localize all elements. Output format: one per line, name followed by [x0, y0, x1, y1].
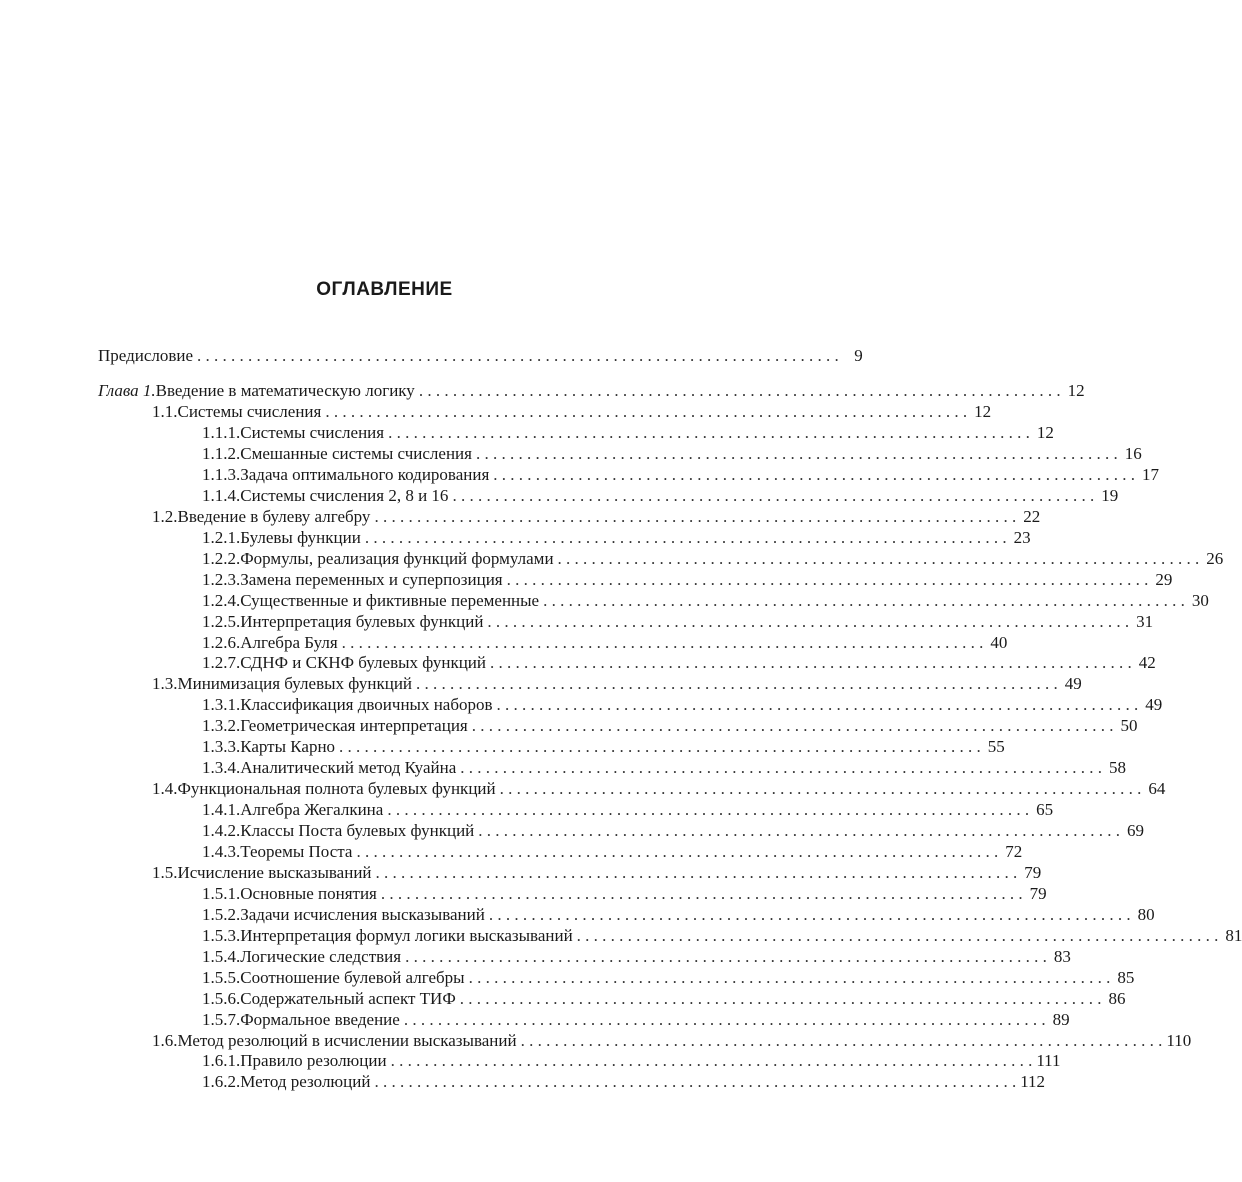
chapter-label — [98, 380, 156, 401]
toc-entry-page: 85 — [1117, 967, 1135, 987]
leader-dots — [478, 820, 1120, 841]
toc-entry-page: 12 — [1036, 422, 1054, 442]
leader-dots — [356, 841, 998, 862]
toc-entry-subsection[interactable] — [202, 632, 1008, 653]
toc-entry-page: 16 — [1124, 443, 1142, 463]
toc-entry-number: 1.3.3. — [202, 737, 241, 757]
leader-dots — [376, 862, 1018, 883]
toc-entry-number: 1.5.7. — [202, 1009, 241, 1029]
toc-entry-subsection[interactable] — [202, 925, 1242, 946]
toc-entry-number: 1.5.4. — [202, 946, 241, 966]
leader-dots — [339, 736, 981, 757]
toc-entry-number: 1.1.4. — [202, 485, 241, 505]
toc-entry-number: 1.2. — [152, 506, 178, 526]
toc-entry-page: 79 — [1029, 883, 1047, 903]
leader-dots — [487, 611, 1129, 632]
toc-entry-title: Существенные и фиктивные переменные — [240, 590, 540, 610]
toc-entry-page: 19 — [1101, 485, 1119, 505]
toc-entry-title: Интерпретация булевых функций — [240, 611, 484, 631]
toc-entry-title: Введение в математическую логику — [155, 381, 415, 400]
toc-entry-title: Метод резолюций — [240, 1072, 371, 1092]
toc-entry-page: 81 — [1225, 925, 1242, 945]
toc-entry-page: 83 — [1053, 946, 1071, 966]
toc-entry-section[interactable] — [152, 401, 992, 422]
toc-entry-number: 1.2.6. — [202, 632, 241, 652]
toc-entry-subsection[interactable] — [202, 590, 1209, 611]
toc-entry-number: 1.6.1. — [202, 1051, 241, 1071]
toc-entry-number: 1.5.6. — [202, 988, 241, 1008]
toc-entry-number: 1.2.7. — [202, 653, 241, 673]
leader-dots — [197, 345, 839, 366]
toc-entry-subsection[interactable] — [202, 967, 1135, 988]
toc-entry-subsection[interactable] — [202, 1071, 1046, 1092]
toc-entry-number: 1.5.2. — [202, 904, 241, 924]
leader-dots — [476, 443, 1118, 464]
toc-entry-subsection[interactable] — [202, 443, 1142, 464]
toc-entry-title: Формулы, реализация функций формулами — [240, 548, 554, 568]
toc-entry-subsection[interactable] — [202, 736, 1005, 757]
toc-entry-page: 12 — [974, 402, 992, 421]
toc-entry-number: 1.3.1. — [202, 695, 241, 715]
toc-entry-section[interactable] — [152, 1030, 1192, 1051]
toc-entry-number: 1.2.2. — [202, 548, 241, 568]
leader-dots — [342, 632, 984, 653]
toc-entry-page: 30 — [1191, 590, 1209, 610]
toc-entry-subsection[interactable] — [202, 883, 1047, 904]
toc-entry-title: Смешанные системы счисления — [240, 443, 472, 463]
toc-entry-number: 1.4. — [152, 779, 178, 799]
toc-entry-subsection[interactable] — [202, 548, 1224, 569]
toc-entry-title: Алгебра Буля — [240, 632, 338, 652]
leader-dots — [500, 778, 1142, 799]
toc-entry-title: Минимизация булевых функций — [177, 674, 413, 694]
toc-entry-number: 1.6. — [152, 1030, 178, 1050]
toc-entry-title: Системы счисления — [240, 422, 385, 442]
leader-dots — [521, 1030, 1163, 1051]
toc-entry-section[interactable] — [152, 862, 1042, 883]
toc-entry-subsection[interactable] — [202, 988, 1126, 1009]
toc-entry-subsection[interactable] — [202, 694, 1163, 715]
toc-entry-subsection[interactable] — [202, 652, 1156, 673]
leader-dots — [507, 569, 1149, 590]
toc-entry-page: 42 — [1138, 653, 1156, 673]
toc-entry-number: 1.2.3. — [202, 569, 241, 589]
leader-dots — [490, 652, 1132, 673]
leader-dots — [558, 548, 1200, 569]
toc-entry-title: Соотношение булевой алгебры — [240, 967, 465, 987]
toc-entry-number: 1.3.4. — [202, 758, 241, 778]
toc-entry-title: Задача оптимального кодирования — [240, 464, 490, 484]
toc-entry-title: Содержательный аспект ТИФ — [240, 988, 456, 1008]
toc-entry-title: Геометрическая интерпретация — [240, 716, 468, 736]
toc-entry-number: 1.5.1. — [202, 883, 241, 903]
toc-entry-page: 110 — [1166, 1030, 1192, 1050]
toc-entry-title: Введение в булеву алгебру — [177, 506, 371, 526]
toc-entry-number: 1.5. — [152, 862, 178, 882]
leader-dots — [472, 715, 1114, 736]
toc-entry-title: Задачи исчисления высказываний — [240, 904, 485, 924]
leader-dots — [577, 925, 1219, 946]
toc-entry-number: 1.2.4. — [202, 590, 241, 610]
toc-entry-title: Основные понятия — [240, 883, 377, 903]
toc-entry-title: Классы Поста булевых функций — [240, 821, 475, 840]
toc-entry-title: Карты Карно — [240, 737, 336, 757]
toc-entry-title: Интерпретация формул логики высказываний — [240, 925, 573, 945]
toc-entry-subsection[interactable] — [202, 715, 1138, 736]
toc-entry-subsection[interactable] — [202, 1050, 1061, 1071]
toc-entry-subsection[interactable] — [202, 820, 1145, 841]
toc-entry-subsection[interactable] — [202, 422, 1054, 443]
leader-dots — [374, 1071, 1016, 1092]
toc-entry-page: 9 — [854, 346, 863, 365]
toc-entry-number: 1.4.1. — [202, 800, 241, 819]
toc-entry-number: 1.1. — [152, 402, 178, 421]
toc-entry-page: 86 — [1108, 988, 1126, 1008]
leader-dots — [391, 1050, 1033, 1071]
toc-entry-page: 64 — [1148, 779, 1166, 799]
toc-entry-page: 69 — [1127, 821, 1145, 840]
toc-entry-page: 23 — [1013, 527, 1031, 547]
toc-entry-number: 1.6.2. — [202, 1072, 241, 1092]
toc-entry-title: Замена переменных и суперпозиция — [240, 569, 503, 589]
toc-entry-title: Системы счисления 2, 8 и 16 — [240, 485, 449, 505]
toc-entry-page: 89 — [1052, 1009, 1070, 1029]
toc-entry-number: 1.5.3. — [202, 925, 241, 945]
toc-entry-number: 1.1.3. — [202, 464, 241, 484]
toc-entry-chapter[interactable] — [98, 380, 1085, 401]
toc-entry-title: Системы счисления — [177, 402, 322, 421]
toc-entry-subsection[interactable] — [202, 904, 1155, 925]
toc-entry-title: Исчисление высказываний — [177, 862, 372, 882]
leader-dots — [469, 967, 1111, 988]
toc-entry-title: Алгебра Жегалкина — [240, 800, 384, 819]
toc-entry-subsection[interactable] — [202, 946, 1071, 967]
toc-entry-subsection[interactable] — [202, 464, 1160, 485]
toc-entry-number: 1.3.2. — [202, 716, 241, 736]
toc-entry-number: 1.5.5. — [202, 967, 241, 987]
leader-dots — [374, 506, 1016, 527]
leader-dots — [388, 422, 1030, 443]
leader-dots — [460, 988, 1102, 1009]
toc-entry-page: 26 — [1206, 548, 1224, 568]
toc-entry-subsection[interactable] — [202, 485, 1119, 506]
page-title: ОГЛАВЛЕНИЕ — [316, 279, 453, 300]
toc-entry-title: Функциональная полнота булевых функций — [177, 779, 496, 799]
toc-entry-title: Предисловие — [98, 346, 194, 365]
toc-entry-title: Теоремы Поста — [240, 842, 353, 861]
toc-entry-number: 1.1.1. — [202, 422, 241, 442]
leader-dots — [381, 883, 1023, 904]
leader-dots — [404, 1009, 1046, 1030]
toc-entry-title: СДНФ и СКНФ булевых функций — [240, 653, 487, 673]
toc-entry-number: 1.2.1. — [202, 527, 241, 547]
toc-entry-page: 72 — [1005, 842, 1023, 861]
toc-entry-page: 79 — [1024, 862, 1042, 882]
toc-entry-page: 111 — [1036, 1051, 1061, 1071]
leader-dots — [387, 799, 1029, 820]
toc-entry-subsection[interactable] — [202, 527, 1031, 548]
toc-entry-page: 17 — [1142, 464, 1160, 484]
toc-entry-page: 31 — [1136, 611, 1154, 631]
leader-dots — [460, 757, 1102, 778]
leader-dots — [543, 590, 1185, 611]
toc-entry-number: 1.4.2. — [202, 821, 241, 840]
leader-dots — [365, 527, 1007, 548]
toc-entry-subsection[interactable] — [202, 569, 1173, 590]
toc-entry-page: 49 — [1145, 695, 1163, 715]
toc-entry-title: Формальное введение — [240, 1009, 400, 1029]
toc-entry-page: 58 — [1109, 758, 1126, 778]
chapter-label-text: Глава 1. — [98, 381, 156, 400]
toc-entry-page: 65 — [1036, 800, 1054, 819]
toc-entry-subsection[interactable] — [202, 757, 1126, 778]
toc-entry-section[interactable] — [152, 506, 1041, 527]
toc-entry-title: Булевы функции — [240, 527, 361, 547]
toc-entry-number: 1.1.2. — [202, 443, 241, 463]
toc-entry-subsection[interactable] — [202, 611, 1154, 632]
leader-dots — [405, 946, 1047, 967]
toc-entry-page: 49 — [1064, 674, 1082, 694]
leader-dots — [325, 401, 967, 422]
toc-entry-page: 12 — [1067, 381, 1085, 400]
toc-entry-page: 40 — [990, 632, 1008, 652]
toc-entry-page: 55 — [987, 737, 1005, 757]
toc-entry-title: Логические следствия — [240, 946, 402, 966]
toc-entry-page: 80 — [1137, 904, 1155, 924]
toc-entry-title: Аналитический метод Куайна — [240, 758, 457, 778]
leader-dots — [419, 380, 1061, 401]
toc-entry-number: 1.3. — [152, 674, 178, 694]
leader-dots — [489, 904, 1131, 925]
leader-dots — [497, 694, 1139, 715]
leader-dots — [416, 673, 1058, 694]
toc-entry-title: Метод резолюций в исчислении высказываний — [177, 1030, 517, 1050]
toc-entry-subsection[interactable] — [202, 841, 1023, 862]
toc-entry-preface[interactable] — [98, 345, 863, 366]
toc-entry-subsection[interactable] — [202, 1009, 1070, 1030]
toc-entry-page: 29 — [1155, 569, 1173, 589]
leader-dots — [452, 485, 1094, 506]
toc-entry-page: 22 — [1023, 506, 1041, 526]
toc-entry-subsection[interactable] — [202, 799, 1054, 820]
leader-dots — [493, 464, 1135, 485]
toc-entry-page: 112 — [1020, 1072, 1046, 1092]
toc-entry-section[interactable] — [152, 673, 1082, 694]
toc-entry-title: Правило резолюции — [240, 1051, 387, 1071]
toc-entry-title: Классификация двоичных наборов — [240, 695, 493, 715]
toc-entry-number: 1.2.5. — [202, 611, 241, 631]
toc-entry-section[interactable] — [152, 778, 1166, 799]
toc-entry-number: 1.4.3. — [202, 842, 241, 861]
toc-entry-page: 50 — [1120, 716, 1138, 736]
